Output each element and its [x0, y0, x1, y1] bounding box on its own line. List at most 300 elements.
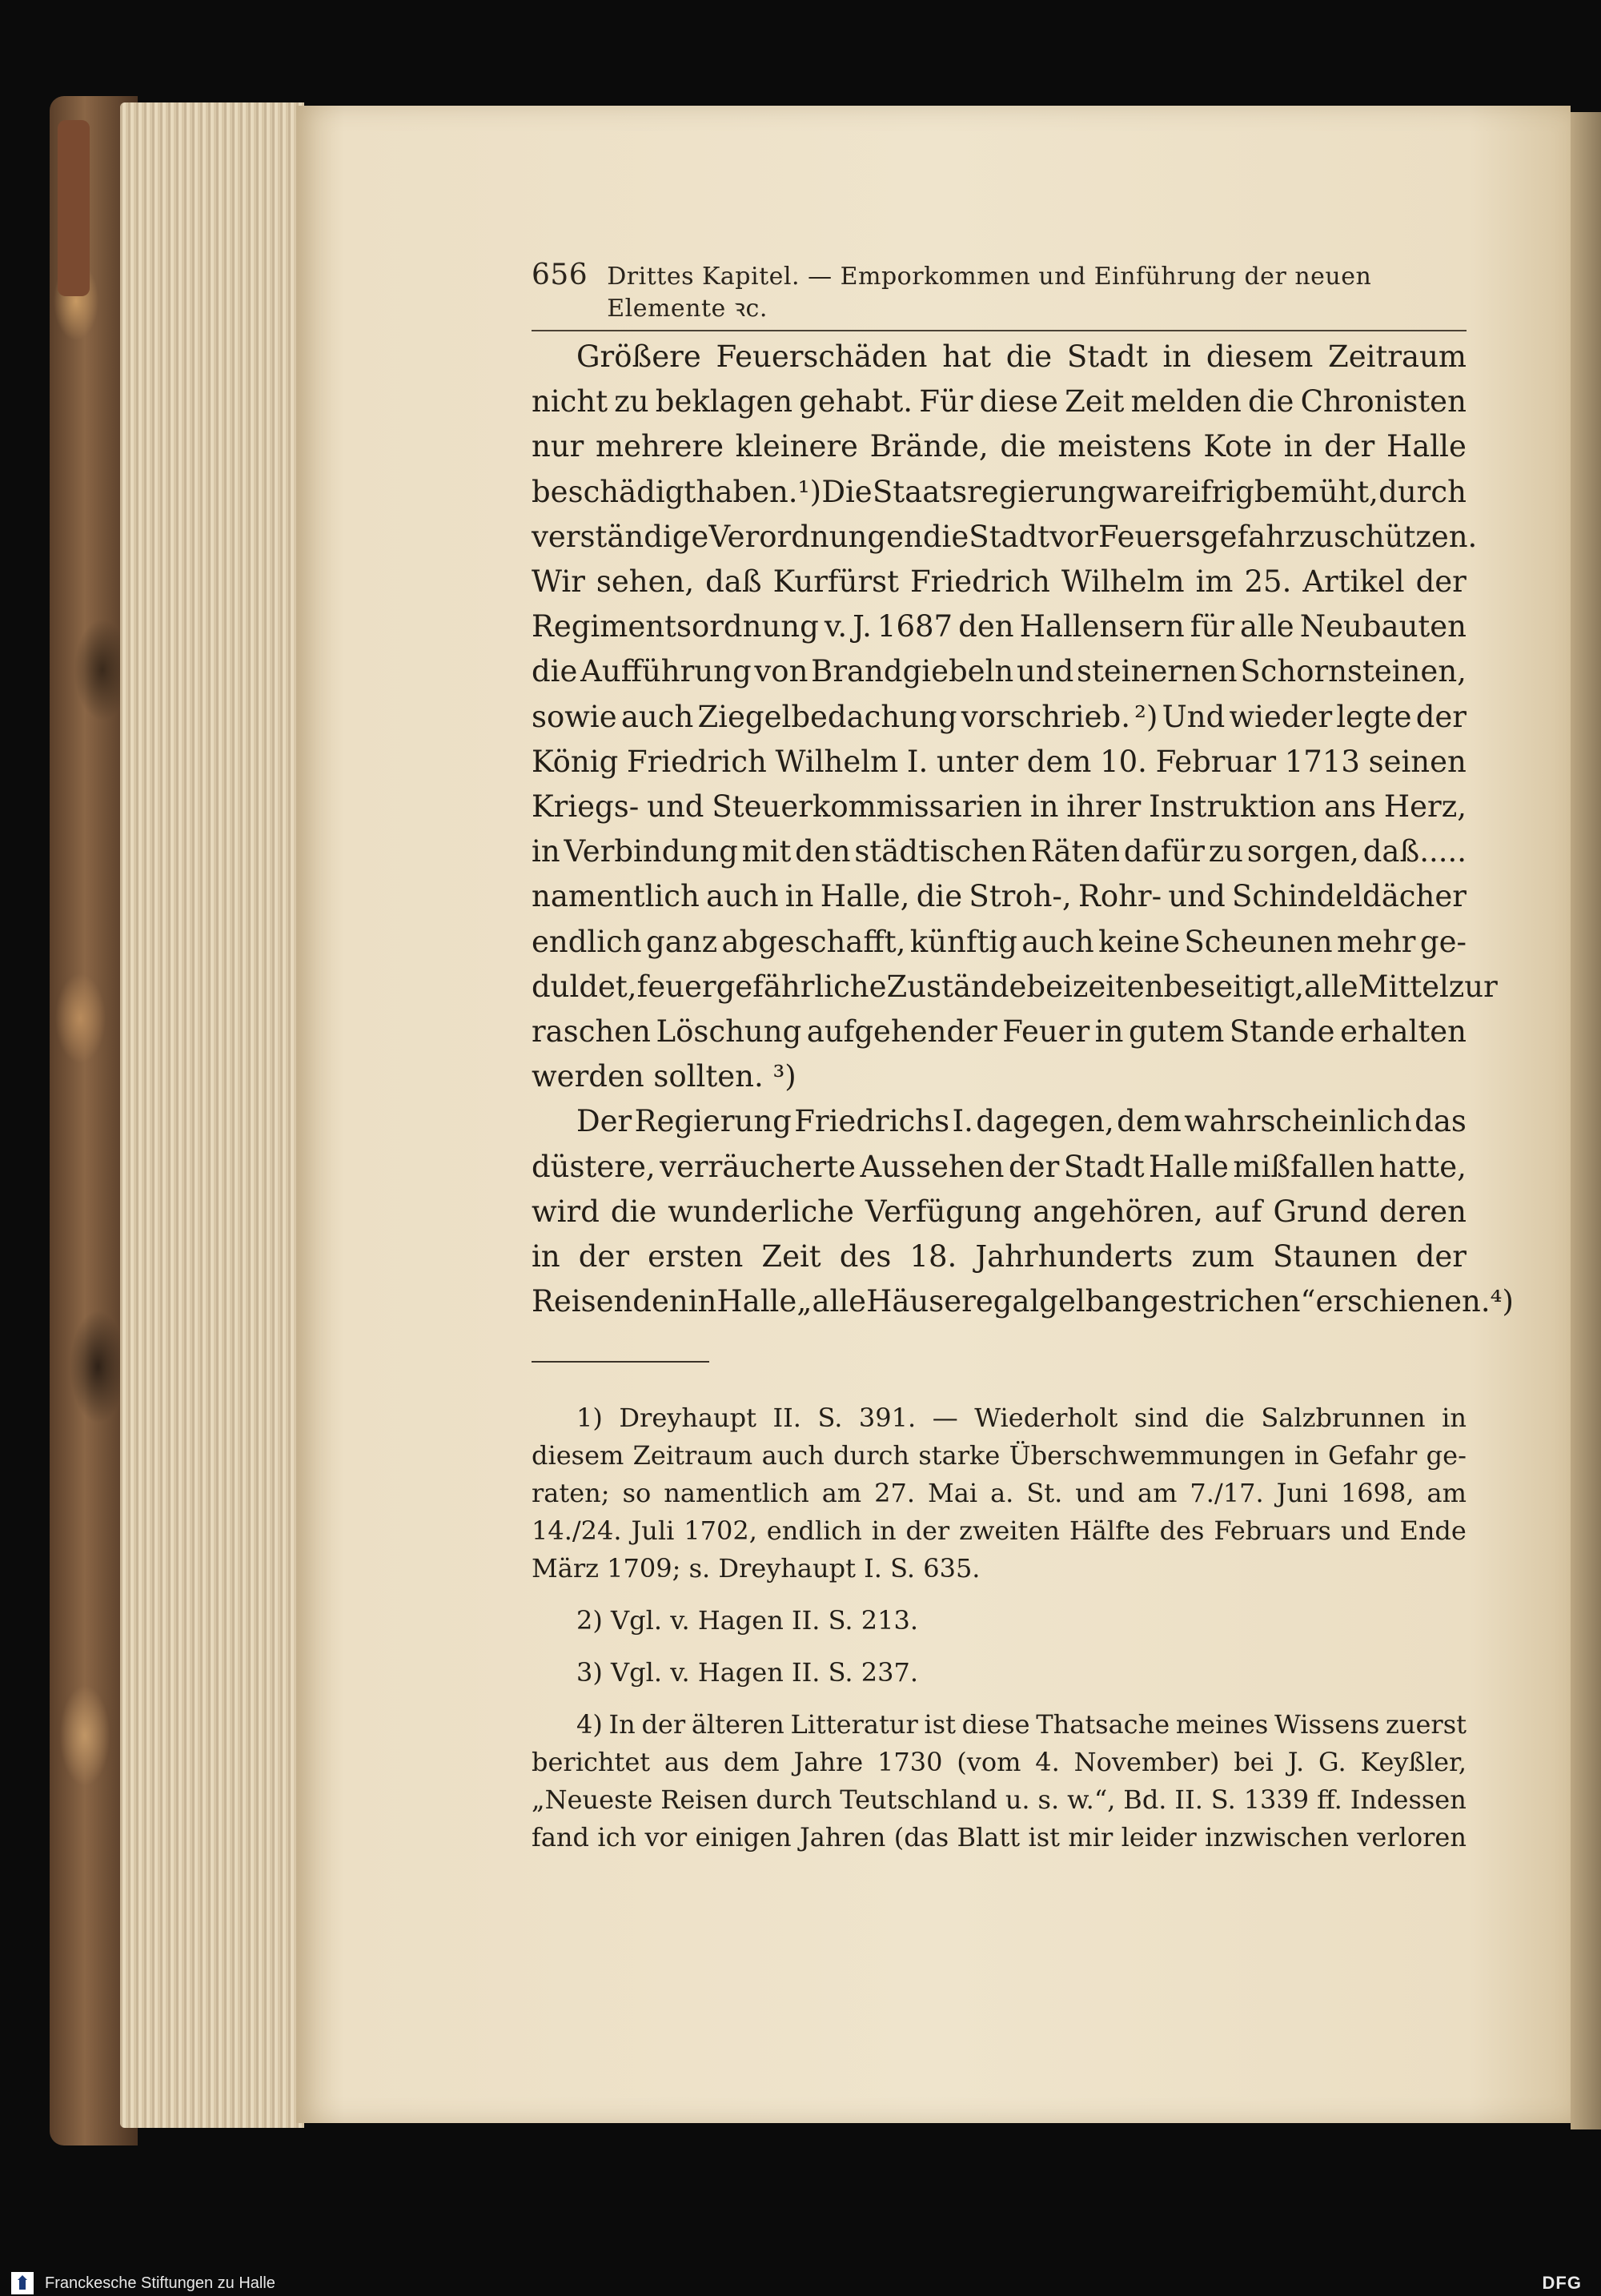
word: Schindeldächer	[1232, 879, 1467, 914]
word: Indessen	[1350, 1784, 1467, 1815]
word: seinen	[1368, 744, 1467, 779]
word: sind	[1134, 1403, 1189, 1433]
text-line	[532, 1781, 1467, 1819]
word: aus	[664, 1747, 710, 1777]
word: gehabt.	[799, 384, 913, 419]
word: endlich	[766, 1515, 862, 1546]
word: kleinere	[735, 429, 858, 464]
word: S.	[1210, 1784, 1236, 1815]
word: einigen	[695, 1822, 792, 1852]
word: v.	[824, 609, 848, 644]
word: Stadt	[1063, 1149, 1145, 1184]
word: verständige	[532, 519, 709, 554]
word: Reisen	[660, 1784, 748, 1815]
text-line	[532, 424, 1467, 469]
word: 1702,	[684, 1515, 757, 1546]
word: 27.	[874, 1478, 915, 1508]
word: Instruktion	[1149, 789, 1317, 825]
word: Ende	[1399, 1515, 1467, 1546]
word: ⁴)	[1490, 1284, 1514, 1319]
word: der	[1415, 1239, 1467, 1274]
word: für	[1190, 609, 1234, 644]
text-line	[532, 1602, 1467, 1640]
word: Verfügung	[865, 1194, 1022, 1229]
word: 25.	[1244, 564, 1292, 600]
word: wird	[532, 1194, 600, 1229]
text-line	[532, 1099, 1467, 1144]
word: 14./24.	[532, 1515, 622, 1546]
word: St.	[1026, 1478, 1063, 1508]
word: raschen	[532, 1014, 652, 1050]
word: mir	[1068, 1822, 1113, 1852]
word: am	[1426, 1478, 1467, 1508]
word: Schornsteinen,	[1240, 654, 1467, 689]
word: Mai	[928, 1478, 978, 1508]
word: in	[688, 1284, 717, 1319]
word: der	[1008, 1149, 1060, 1184]
text-line	[532, 1819, 1467, 1856]
word: in	[1294, 1440, 1319, 1471]
page-edges	[120, 102, 304, 2128]
word: raten;	[532, 1478, 610, 1508]
word: ganz	[646, 924, 718, 959]
word: dafür	[1123, 834, 1205, 869]
word: Für	[919, 384, 973, 419]
dfg-logo: DFG	[1542, 2273, 1582, 2293]
word: der	[1324, 429, 1375, 464]
word: daß.....	[1362, 834, 1467, 869]
word: Hallensern	[1019, 609, 1185, 644]
word: in	[784, 879, 814, 914]
word: in	[1442, 1403, 1467, 1433]
word: —	[932, 1403, 958, 1433]
text-line	[532, 379, 1467, 424]
word: Juni	[1276, 1478, 1328, 1508]
word: Februar	[1155, 744, 1277, 779]
word: alle	[1240, 609, 1294, 644]
word: 1339	[1243, 1784, 1310, 1815]
word: zu	[1298, 519, 1334, 554]
word: den	[795, 834, 851, 869]
footnote	[532, 1706, 1467, 1856]
word: und	[1075, 1478, 1125, 1508]
word: Friedrich	[910, 564, 1050, 600]
word: und	[1168, 879, 1226, 914]
word: auf	[1214, 1194, 1262, 1229]
word: vorschrieb.	[961, 699, 1130, 734]
text-line	[532, 740, 1467, 785]
word: Teutschland	[840, 1784, 997, 1815]
word: ans	[1324, 789, 1376, 825]
word: duldet,	[532, 969, 637, 1004]
word: den	[958, 609, 1014, 644]
word: der	[905, 1515, 950, 1546]
word: ist	[924, 1709, 956, 1740]
word: zweiten	[959, 1515, 1060, 1546]
word: ihrer	[1066, 789, 1142, 825]
word: diese	[961, 1709, 1030, 1740]
word: in	[1283, 429, 1313, 464]
text-line	[532, 604, 1467, 649]
word: und	[1340, 1515, 1390, 1546]
word: I.	[952, 1104, 973, 1139]
word: Reisenden	[532, 1284, 688, 1319]
word: Verordnungen	[708, 519, 923, 554]
word: II.	[772, 1403, 801, 1433]
word: Litteratur	[790, 1709, 918, 1740]
word: zum	[1191, 1239, 1254, 1274]
word: Jahren	[799, 1822, 886, 1852]
word: verloren	[1357, 1822, 1467, 1852]
word: sowie	[532, 699, 617, 734]
word: endlich	[532, 924, 642, 959]
page-number: 656	[532, 259, 588, 291]
line-text: werden sollten. ³)	[532, 1059, 796, 1094]
word: schützen.	[1334, 519, 1478, 554]
word: Juli	[631, 1515, 675, 1546]
word: Regimentsordnung	[532, 609, 819, 644]
word: hat	[942, 339, 991, 374]
word: der	[1415, 564, 1467, 600]
word: inzwischen	[1205, 1822, 1349, 1852]
word: in	[1162, 339, 1192, 374]
word: auch	[620, 699, 694, 734]
word: Feuersgefahr	[1097, 519, 1299, 554]
word: das	[1414, 1104, 1467, 1139]
word: bei	[1234, 1747, 1274, 1777]
word: ²)	[1134, 699, 1158, 734]
word: der	[641, 1709, 686, 1740]
word: älteren	[691, 1709, 784, 1740]
word: w.“,	[1067, 1784, 1116, 1815]
word: von	[754, 654, 809, 689]
word: Staunen	[1272, 1239, 1398, 1274]
word: ge-	[1419, 924, 1467, 959]
word: Steuerkommissarien	[712, 789, 1022, 825]
word: (vom	[957, 1747, 1021, 1777]
word: Dreyhaupt	[619, 1403, 756, 1433]
footnote	[532, 1399, 1467, 1588]
word: Halle	[1386, 429, 1467, 464]
word: Wiederholt	[974, 1403, 1118, 1433]
word: ist	[1028, 1822, 1060, 1852]
word: Halle,	[820, 879, 910, 914]
footnote-rule	[532, 1361, 709, 1363]
text-line	[532, 1399, 1467, 1437]
word: mehr	[1337, 924, 1416, 959]
word: Stande	[1229, 1014, 1335, 1050]
word: Wir	[532, 564, 585, 600]
word: Kurfürst	[772, 564, 899, 600]
word: die	[1005, 339, 1053, 374]
word: (das	[893, 1822, 949, 1852]
word: dem	[723, 1747, 780, 1777]
word: Friedrich	[626, 744, 767, 779]
word: bemüht,	[1254, 474, 1378, 509]
word: Rohr-	[1077, 879, 1162, 914]
word: die	[610, 1194, 657, 1229]
word: beklagen	[655, 384, 793, 419]
word: angestrichen“	[1104, 1284, 1316, 1319]
word: Kote	[1203, 429, 1273, 464]
text-line	[532, 1654, 1467, 1692]
francke-logo-icon	[11, 2272, 34, 2294]
word: auch	[761, 1440, 825, 1471]
text-line	[532, 785, 1467, 829]
word: mit	[741, 834, 792, 869]
word: diesem	[532, 1440, 624, 1471]
word: mehrere	[596, 429, 724, 464]
word: starke	[918, 1440, 1001, 1471]
facing-page-edge	[1571, 112, 1601, 2129]
word: nicht	[532, 384, 608, 419]
footnotes	[532, 1399, 1467, 1871]
word: J.	[1287, 1747, 1305, 1777]
text-line	[532, 829, 1467, 874]
word: unter	[936, 744, 1019, 779]
word: Chronisten	[1300, 384, 1467, 419]
word: alle	[1303, 969, 1358, 1004]
word: 391.	[858, 1403, 917, 1433]
word: in	[871, 1515, 897, 1546]
word: vor	[644, 1822, 688, 1852]
word: „alle	[796, 1284, 867, 1319]
word: „Neueste	[532, 1784, 653, 1815]
word: Zeitraum	[632, 1440, 753, 1471]
footnote	[532, 1602, 1467, 1640]
word: 1730	[877, 1747, 943, 1777]
line-text: März 1709; s. Dreyhaupt I. S. 635.	[532, 1553, 981, 1584]
word: In	[608, 1709, 636, 1740]
text-line	[532, 1010, 1467, 1054]
word: wunderliche	[668, 1194, 854, 1229]
word: die	[1205, 1403, 1245, 1433]
text-line	[532, 1550, 1467, 1588]
word: Mittel	[1358, 969, 1449, 1004]
word: am	[1137, 1478, 1178, 1508]
word: Wilhelm	[775, 744, 899, 779]
word: Der	[576, 1104, 632, 1139]
word: ich	[597, 1822, 637, 1852]
word: a.	[990, 1478, 1014, 1508]
word: zu	[614, 384, 649, 419]
word: durch	[1378, 474, 1467, 509]
text-line	[532, 1054, 1467, 1099]
word: wahrscheinlich	[1184, 1104, 1412, 1139]
word: Und	[1162, 699, 1226, 734]
main-text	[532, 335, 1514, 1324]
word: ge-	[1426, 1440, 1467, 1471]
word: steinernen	[1077, 654, 1238, 689]
footnote	[532, 1654, 1467, 1692]
word: Ziegelbedachung	[697, 699, 957, 734]
text-line	[532, 1437, 1467, 1475]
text-line	[532, 515, 1478, 560]
word: Überschwemmungen	[1009, 1440, 1286, 1471]
word: und	[647, 789, 704, 825]
word: 10.	[1100, 744, 1147, 779]
word: Feuer	[1002, 1014, 1090, 1050]
text-line	[532, 874, 1467, 919]
word: Stadt	[1066, 339, 1148, 374]
word: beizeiten	[1026, 969, 1164, 1004]
word: Die	[821, 474, 873, 509]
word: 7./17.	[1190, 1478, 1264, 1508]
word: Brandgiebeln	[811, 654, 1014, 689]
word: zuerst	[1386, 1709, 1467, 1740]
word: 1698,	[1340, 1478, 1414, 1508]
word: mißfallen	[1233, 1149, 1375, 1184]
word: Staatsregierung	[872, 474, 1117, 509]
word: in	[1029, 789, 1059, 825]
word: städtischen	[854, 834, 1027, 869]
word: und	[1016, 654, 1074, 689]
word: meistens	[1057, 429, 1192, 464]
word: dagegen,	[976, 1104, 1114, 1139]
text-line	[532, 1234, 1467, 1279]
word: Verbindung	[564, 834, 738, 869]
footer-bar	[0, 2270, 1601, 2296]
word: Thatsache	[1036, 1709, 1170, 1740]
book-spine	[58, 120, 90, 296]
word: Zustände	[886, 969, 1027, 1004]
word: Jahre	[793, 1747, 864, 1777]
word: durch	[756, 1784, 833, 1815]
text-line	[532, 649, 1467, 694]
line-text: 3) Vgl. v. Hagen II. S. 237.	[576, 1657, 918, 1688]
word: Halle	[716, 1284, 797, 1319]
line-text: 2) Vgl. v. Hagen II. S. 213.	[576, 1605, 918, 1636]
word: Halle	[1149, 1149, 1229, 1184]
word: Zeit	[1065, 384, 1125, 419]
word: Februars	[1214, 1515, 1331, 1546]
word: November)	[1073, 1747, 1220, 1777]
word: in	[1094, 1014, 1124, 1050]
word: Hälfte	[1069, 1515, 1150, 1546]
word: Artikel	[1302, 564, 1405, 600]
word: Keyßler,	[1360, 1747, 1467, 1777]
word: Blatt	[957, 1822, 1021, 1852]
word: die	[1000, 429, 1046, 464]
word: verräucherte	[660, 1149, 857, 1184]
word: der	[578, 1239, 630, 1274]
word: der	[1415, 699, 1467, 734]
word: namentlich	[532, 879, 700, 914]
word: keine	[1098, 924, 1181, 959]
word: dem	[1117, 1104, 1182, 1139]
word: in	[532, 834, 560, 869]
word: nur	[532, 429, 584, 464]
word: diese	[979, 384, 1058, 419]
word: auch	[706, 879, 779, 914]
word: Aussehen	[860, 1149, 1005, 1184]
word: ff.	[1317, 1784, 1342, 1815]
word: so	[622, 1478, 652, 1508]
text-line	[532, 1145, 1467, 1190]
word: des	[839, 1239, 892, 1274]
word: Wissens	[1274, 1709, 1380, 1740]
word: Löschung	[656, 1014, 802, 1050]
text-line	[532, 335, 1467, 379]
word: sehen,	[596, 564, 695, 600]
word: sorgen,	[1246, 834, 1359, 869]
word: s.	[1037, 1784, 1060, 1815]
word: Stroh-,	[969, 879, 1072, 914]
word: hatte,	[1378, 1149, 1467, 1184]
text-line	[532, 1706, 1467, 1744]
word: 4)	[576, 1709, 603, 1740]
word: feuergefährliche	[636, 969, 887, 1004]
word: I.	[906, 744, 929, 779]
word: Brände,	[869, 429, 989, 464]
word: auch	[1021, 924, 1094, 959]
word: ¹)	[797, 474, 822, 509]
word: 4.	[1035, 1747, 1060, 1777]
word: Häuser	[866, 1284, 976, 1319]
word: Aufführung	[580, 654, 752, 689]
word: G.	[1318, 1747, 1346, 1777]
word: künftig	[909, 924, 1017, 959]
word: daß	[705, 564, 762, 600]
word: abgeschafft,	[721, 924, 906, 959]
word: legte	[1336, 699, 1412, 734]
word: die	[916, 879, 963, 914]
word: war	[1116, 474, 1174, 509]
word: 1713	[1284, 744, 1360, 779]
running-header	[532, 259, 1467, 331]
word: angehören,	[1033, 1194, 1203, 1229]
word: J.	[853, 609, 872, 644]
running-title: Drittes Kapitel. — Emporkommen und Einführung der neuen Elemente ꝛc.	[607, 263, 1372, 323]
text-line	[532, 695, 1467, 740]
word: des	[1159, 1515, 1205, 1546]
word: melden	[1130, 384, 1242, 419]
word: 18.	[909, 1239, 957, 1274]
word: Bd.	[1123, 1784, 1167, 1815]
word: dem	[1026, 744, 1092, 779]
text-line	[532, 1512, 1467, 1550]
word: die	[532, 654, 578, 689]
institution-name: Franckesche Stiftungen zu Halle	[45, 2274, 275, 2292]
word: ersten	[648, 1239, 744, 1274]
word: Jahrhunderts	[975, 1239, 1174, 1274]
word: meines	[1175, 1709, 1269, 1740]
word: 1)	[576, 1403, 603, 1433]
word: Neubauten	[1299, 609, 1467, 644]
word: zu	[1208, 834, 1244, 869]
word: erschienen.	[1315, 1284, 1491, 1319]
word: fand	[532, 1822, 590, 1852]
word: gelb	[1039, 1284, 1105, 1319]
text-line	[532, 965, 1498, 1010]
word: Grund	[1273, 1194, 1369, 1229]
word: Herz,	[1383, 789, 1467, 825]
word: Regierung	[634, 1104, 792, 1139]
text-line	[532, 920, 1467, 965]
word: Zeitraum	[1328, 339, 1467, 374]
word: diesem	[1206, 339, 1314, 374]
word: egal	[975, 1284, 1040, 1319]
text-line	[532, 1475, 1467, 1512]
word: König	[532, 744, 619, 779]
word: im	[1195, 564, 1234, 600]
word: Friedrichs	[794, 1104, 950, 1139]
text-line	[532, 470, 1467, 515]
word: 1687	[877, 609, 953, 644]
word: leider	[1121, 1822, 1197, 1852]
word: wieder	[1229, 699, 1333, 734]
word: Räten	[1030, 834, 1121, 869]
